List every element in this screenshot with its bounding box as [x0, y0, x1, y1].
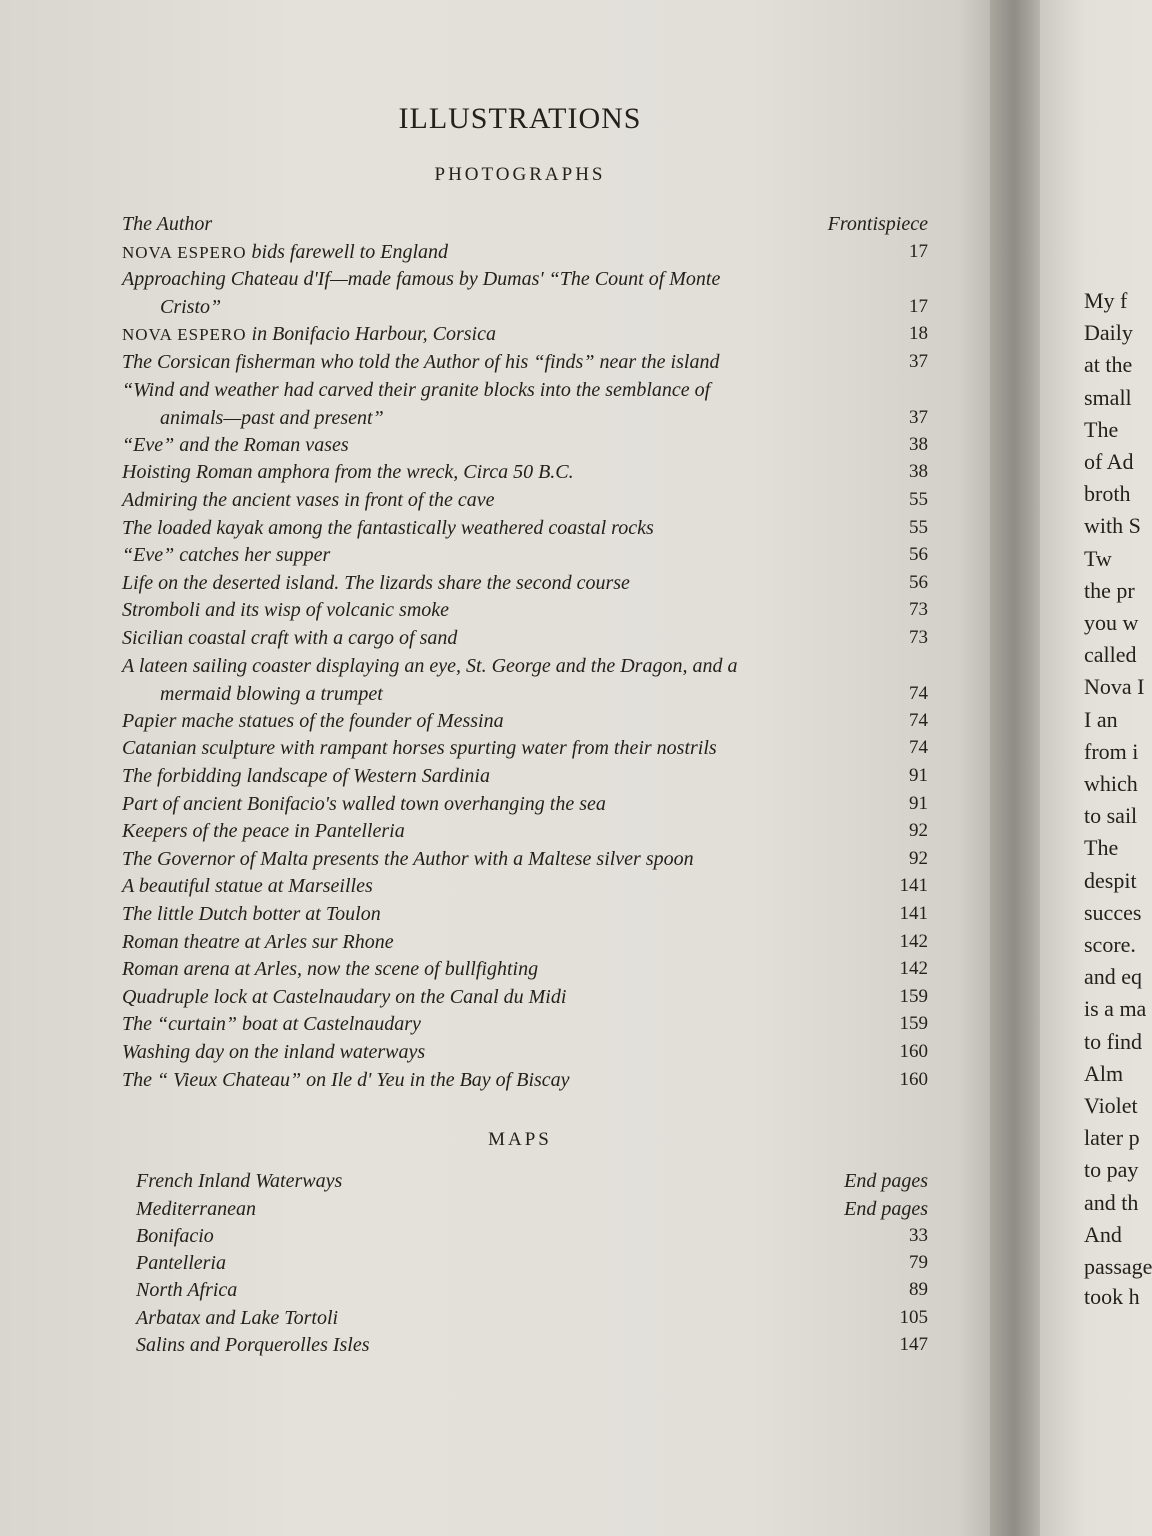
entry-label — [122, 762, 490, 790]
entry-title: A beautiful statue at Marseilles — [122, 875, 373, 898]
right-page-line: passage — [1084, 1254, 1152, 1279]
right-page-line: despit — [1084, 867, 1137, 893]
map-entry — [136, 1222, 928, 1250]
illustration-entry — [122, 900, 928, 928]
entry-title: Keepers of the peace in Pantelleria — [122, 820, 405, 843]
entry-label — [122, 541, 330, 569]
entry-label — [122, 955, 538, 983]
entry-title: Life on the deserted island. The lizards share the second course — [122, 571, 630, 594]
page-number: 89 — [909, 1279, 928, 1301]
right-page-line: The — [1084, 835, 1119, 861]
entry-label — [122, 983, 566, 1011]
illustration-entry — [122, 376, 928, 431]
right-page-line: small — [1084, 384, 1132, 410]
right-page-line: from i — [1084, 738, 1139, 764]
illustration-entry — [122, 1038, 928, 1066]
entry-title: Roman arena at Arles, now the scene of bullfighting — [122, 958, 539, 981]
page-number: 141 — [899, 903, 928, 924]
entry-title: The Author — [122, 213, 213, 235]
page-number: 142 — [899, 958, 928, 980]
entry-label — [122, 734, 717, 762]
entry-title: in Bonifacio Harbour, Corsica — [246, 323, 496, 346]
right-page-line: to sail — [1084, 803, 1138, 829]
right-page-line: with S — [1084, 513, 1141, 539]
right-page-line: later p — [1084, 1125, 1140, 1151]
page-number: 37 — [909, 406, 928, 428]
entry-label — [122, 707, 504, 735]
entry-title: Approaching Chateau d'If—made famous by Dumas' “The Count of Monte — [122, 268, 721, 291]
illustration-entry — [122, 348, 928, 376]
entry-label — [122, 210, 212, 238]
illustration-entry — [122, 790, 928, 818]
illustration-entry — [122, 762, 928, 790]
page-number: End pages — [844, 1170, 928, 1193]
page-number: 74 — [909, 709, 928, 731]
page-number: 73 — [909, 627, 928, 648]
illustration-entry — [122, 955, 928, 983]
map-title: North Africa — [136, 1279, 238, 1302]
entry-label — [122, 624, 457, 652]
entry-title: Stromboli and its wisp of volcanic smoke — [122, 599, 450, 622]
right-page-line: and eq — [1084, 964, 1143, 990]
page-number: 92 — [909, 820, 928, 842]
entry-label — [122, 376, 710, 404]
page-number: 74 — [909, 737, 928, 759]
entry-title: “Eve” and the Roman vases — [122, 433, 349, 456]
illustration-entry — [122, 431, 928, 459]
entry-title: bids farewell to England — [246, 240, 449, 263]
page-number: 141 — [899, 875, 928, 897]
entry-label — [122, 514, 654, 542]
entry-label — [122, 817, 405, 845]
right-page-line: My f — [1084, 288, 1128, 313]
illustration-entry — [122, 928, 928, 956]
page-number: 79 — [909, 1252, 928, 1274]
right-page-line: called — [1084, 642, 1137, 668]
right-page-line: Violet — [1084, 1093, 1138, 1118]
map-title: Salins and Porquerolles Isles — [136, 1334, 370, 1356]
illustration-entry — [122, 265, 928, 320]
page-number: 159 — [899, 985, 928, 1007]
illustration-entry — [122, 707, 928, 735]
page-number: 73 — [909, 599, 928, 621]
entry-label — [122, 652, 737, 680]
entry-title: The “curtain” boat at Castelnaudary — [122, 1013, 421, 1036]
page-number: 38 — [909, 461, 928, 483]
entry-title: Roman theatre at Arles sur Rhone — [122, 930, 394, 953]
entry-title: The loaded kayak among the fantastically weathered coastal rocks — [122, 516, 654, 539]
entry-label — [122, 596, 449, 624]
illustration-entry — [122, 734, 928, 762]
illustration-entry — [122, 817, 928, 845]
page-number: 160 — [899, 1041, 928, 1062]
page-number: End pages — [844, 1197, 928, 1220]
entry-label — [122, 348, 719, 376]
page-number: 91 — [909, 765, 928, 786]
map-title: Pantelleria — [136, 1252, 226, 1275]
vessel-name: NOVA ESPERO — [122, 242, 247, 262]
illustration-entry — [122, 1066, 928, 1094]
entry-label — [122, 1010, 421, 1038]
right-page-line: broth — [1084, 481, 1131, 507]
page-number: 38 — [909, 433, 928, 455]
map-entry — [136, 1195, 928, 1223]
illustration-entry — [122, 238, 928, 266]
entry-title: Papier mache statues of the founder of Messina — [122, 709, 504, 732]
page-title: ILLUSTRATIONS — [398, 102, 642, 135]
right-page-line: to pay — [1084, 1157, 1139, 1183]
entry-title: A lateen sailing coaster displaying an eye, St. George and the Dragon, and a — [122, 654, 738, 677]
illustration-entry — [122, 569, 928, 597]
entry-label — [122, 872, 373, 900]
right-page-line: Daily — [1084, 320, 1133, 346]
entry-label — [122, 458, 574, 486]
page-number: 17 — [909, 296, 928, 318]
illustration-entry — [122, 624, 928, 652]
map-title: Mediterranean — [136, 1197, 256, 1220]
right-page-line: I an — [1084, 706, 1118, 732]
page-number: 55 — [909, 516, 928, 538]
map-entry — [136, 1331, 928, 1359]
entry-title: The “ Vieux Chateau” on Ile d' Yeu in the Bay of Biscay — [122, 1068, 570, 1091]
entry-label — [122, 845, 694, 873]
entry-label-continued: animals—past and present” — [160, 406, 384, 429]
illustration-entry — [122, 458, 928, 486]
map-title: French Inland Waterways — [136, 1170, 343, 1193]
entry-title: Admiring the ancient vases in front of the cave — [122, 489, 495, 511]
entry-label — [122, 1066, 570, 1094]
page-number: 56 — [909, 571, 928, 593]
page-number: 159 — [899, 1013, 928, 1035]
illustration-entry — [122, 541, 928, 569]
map-entry — [136, 1304, 928, 1332]
entry-label — [122, 238, 448, 267]
right-page-line: And — [1084, 1221, 1122, 1247]
right-page-line: is a ma — [1084, 996, 1147, 1022]
entry-title: The forbidding landscape of Western Sardinia — [122, 765, 490, 787]
right-page-line: which — [1084, 771, 1138, 796]
page-number: 55 — [909, 489, 928, 510]
illustration-entry — [122, 514, 928, 542]
right-page-line: of Ad — [1084, 449, 1134, 474]
entry-label — [122, 1038, 425, 1066]
entry-label — [122, 486, 495, 514]
right-page-line: at the — [1084, 352, 1133, 378]
entry-label-continued: Cristo” — [160, 296, 222, 319]
page-number: 37 — [909, 351, 928, 372]
right-page-line: Tw — [1084, 545, 1112, 571]
page-number: 17 — [909, 240, 928, 262]
illustration-entry — [122, 486, 928, 514]
entry-title: Sicilian coastal craft with a cargo of sand — [122, 627, 458, 649]
page-number: 18 — [909, 323, 928, 345]
right-page-line: took h — [1084, 1284, 1140, 1309]
illustration-entry — [122, 1010, 928, 1038]
right-page-line: score. — [1084, 932, 1136, 957]
entry-title: Catanian sculpture with rampant horses spurting water from their nostrils — [122, 737, 717, 760]
map-entry — [136, 1249, 928, 1277]
entry-title: The little Dutch botter at Toulon — [122, 903, 381, 925]
page-number: 160 — [899, 1068, 928, 1090]
illustration-entry — [122, 320, 928, 348]
page-number: 92 — [909, 847, 928, 869]
entry-title: “Eve” catches her supper — [122, 544, 331, 567]
entry-label — [122, 320, 496, 349]
page-number: 147 — [899, 1334, 928, 1355]
photographs-heading: PHOTOGRAPHS — [434, 164, 606, 185]
right-page-line: The — [1084, 416, 1119, 442]
right-page-line: Nova I — [1084, 674, 1145, 700]
right-page-line: to find — [1084, 1028, 1143, 1054]
illustration-entry — [122, 596, 928, 624]
illustration-entry — [122, 652, 928, 707]
illustration-entry — [122, 210, 928, 238]
entry-label — [122, 569, 630, 597]
right-page-line: succes — [1084, 899, 1142, 925]
entry-label — [122, 928, 394, 956]
entry-title: Quadruple lock at Castelnaudary on the Canal du Midi — [122, 985, 567, 1008]
entry-label-continued: mermaid blowing a trumpet — [160, 682, 383, 705]
illustration-entry — [122, 845, 928, 873]
page-number: Frontispiece — [827, 213, 928, 235]
right-page — [1040, 0, 1152, 1536]
illustration-entry — [122, 983, 928, 1011]
entry-label — [122, 900, 381, 928]
entry-title: “Wind and weather had carved their granite blocks into the semblance of — [122, 378, 711, 401]
page-number: 142 — [899, 930, 928, 952]
page-number: 91 — [909, 792, 928, 814]
entry-title: Washing day on the inland waterways — [122, 1041, 426, 1063]
vessel-name: NOVA ESPERO — [122, 325, 247, 345]
maps-heading: MAPS — [488, 1129, 552, 1151]
right-page-line: and th — [1084, 1189, 1139, 1215]
page-number: 105 — [899, 1306, 928, 1328]
entry-title: The Governor of Malta presents the Author with a Maltese silver spoon — [122, 847, 694, 870]
right-page-line: Alm — [1084, 1060, 1124, 1086]
page-number: 56 — [909, 544, 928, 566]
entry-label — [122, 265, 720, 293]
entry-title: The Corsican fisherman who told the Author of his “finds” near the island — [122, 351, 720, 373]
right-page-line: the pr — [1084, 577, 1135, 603]
map-entry — [136, 1276, 928, 1304]
entry-title: Part of ancient Bonifacio's walled town overhanging the sea — [122, 792, 606, 815]
entry-label — [122, 790, 606, 818]
illustration-entry — [122, 872, 928, 900]
map-entry — [136, 1167, 928, 1195]
page-number: 33 — [909, 1224, 928, 1246]
map-title: Arbatax and Lake Tortoli — [136, 1306, 339, 1329]
map-title: Bonifacio — [136, 1224, 214, 1247]
right-page-line: you w — [1084, 610, 1139, 635]
entry-title: Hoisting Roman amphora from the wreck, Circa 50 B.C. — [122, 461, 574, 484]
page-number: 74 — [909, 682, 928, 704]
entry-label — [122, 431, 349, 459]
